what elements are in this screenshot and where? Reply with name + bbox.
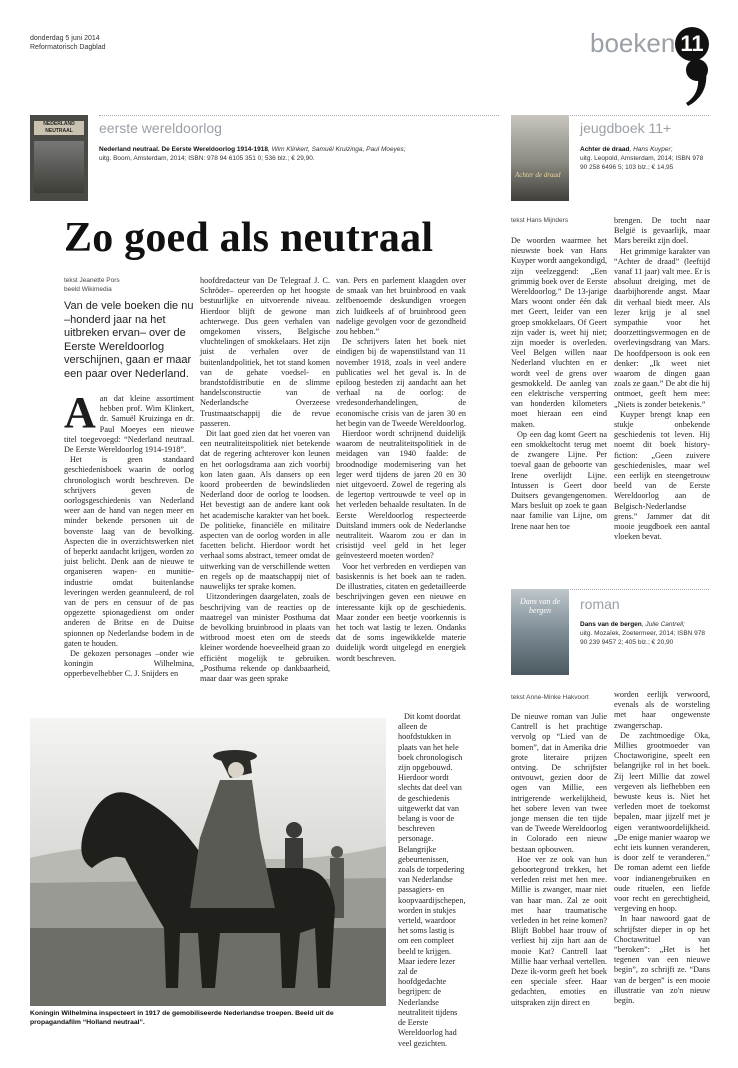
page-number-badge: 11 xyxy=(675,27,709,61)
article1-credits xyxy=(64,276,120,294)
header-paper: Reformatorisch Dagblad xyxy=(30,44,106,51)
paragraph: Kuyper brengt knap een stukje onbekende geschiedenis tot leven. Hij noemt dit boek history-fiction: „Geen zuivere geschiedenisles, maar wel een eerlijk en steengetrouw beeld van de Eerste Wereldoorlog aan de Belgisch-Nederlandse grens.” Jammer dat dit mooie jeugdboek een aantal vloeken bevat. xyxy=(614,409,710,542)
paragraph: Hierdoor wordt schrijnend duidelijk waarom de neutraliteitspolitiek in de meidagen van 1940 faalde: de broodnodige modernisering van het leger werd tijdens de jaren 20 en 30 niet uitgevoerd. Zowel de regering als de legertop vertrouwde te veel op in het verleden behaalde resultaten. In de Eerste Wereldoorlog respecteerde Duitsland immers ook de Nederlandse neutraliteit. Waarom zou er dan in crisistijd veel geld in het leger geïnvesteerd moeten worden? xyxy=(336,429,466,561)
paragraph: De nieuwe roman van Julie Cantrell is het prachtige vervolg op “Lied van de bomen”, dat in Amerika drie grote literaire prijzen ontving. De schrijfster ontvouwt, gezien door de ogen van Millie, een intrigerende werkelijkheid, het sobere leven van twee jonge mensen die ten tijde van de Tweede Wereldoorlog in Colorado een nieuw bestaan opbouwen. xyxy=(511,712,607,854)
section-title: boeken xyxy=(590,28,676,58)
book1-details: uitg. Boom, Amsterdam, 2014; ISBN: 978 94 6105 351 0; 536 blz.; € 29,90. xyxy=(99,155,315,162)
cover-photo xyxy=(34,141,84,193)
wilhelmina-photo xyxy=(30,718,386,1006)
paragraph: Uitzonderingen daargelaten, zoals de beschrijving van de reacties op de maatregel van minister Posthuma dat de bevolking bruinbrood in plaats van witbrood moest eten om de steeds kleiner wordende hoeveelheid graan zo efficiënt mogelijk te gebruiken. „Posthuma rekende op dankbaarheid, maar daar was geen sprake xyxy=(200,592,330,683)
article1-column-3 xyxy=(336,276,466,664)
book-cover-dans-van-de-bergen xyxy=(511,589,569,675)
credit-image: beeld Wikimedia xyxy=(64,286,112,293)
book2-authors: , Hans Kuyper; xyxy=(629,146,673,153)
book1-authors: , Wim Klinkert, Samuël Kruizinga, Paul Moeyes; xyxy=(267,146,406,153)
book3-details: uitg. Mozaïek, Zoetermeer, 2014; ISBN 978 90 239 9457 2; 405 blz.; € 20,90 xyxy=(580,630,706,646)
book2-info xyxy=(580,145,710,172)
paragraph: Hoe ver ze ook van hun geboortegrond trekken, het verleden reist met hen mee. Millie is zwanger, maar niet van haar man. Zal ze ooit met haar traumatische verleden in het reine komen? Blijft Bobbel haar trouw of verliest hij zijn hart aan de mooie Kat? Cantrell laat Millie haar verhaal vertellen. Deze ik-vorm geeft het boek een speciale sfeer. Haar gedachten, emoties en uitspraken zijn direct en xyxy=(511,854,607,1007)
page-header-dateline xyxy=(30,34,105,52)
article3-column-2 xyxy=(614,690,710,1006)
article1-column-1 xyxy=(64,388,194,680)
kicker-book2: jeugdboek 11+ xyxy=(580,120,672,136)
kicker-book3: roman xyxy=(580,596,620,612)
book1-title: Nederland neutraal. De Eerste Wereldoorlog 1914-1918 xyxy=(99,146,268,153)
comma-logo-icon xyxy=(684,58,710,108)
article3-column-1 xyxy=(511,712,607,1008)
article2-column-2 xyxy=(614,216,710,543)
paragraph: Dit laat goed zien dat het voeren van een neutraliteitspolitiek niet betekende dat de regering achterover kon leunen en het oorlogsdrama aan zich voorbij kon laten gaan. Als dansers op een koord probeerden de bewindslieden Nederland door de oorlog te loodsen. Het bevestigt aan de andere kant ook het academische karakter van het boek. De politieke, financiële en militaire aspecten van de oorlog worden in alle facetten belicht. Hierdoor wordt het verhaal soms abstract, temeer omdat de uitwerking van de verschillende wetten en regels op de maatschappij niet of nauwelijks ter sprake komen. xyxy=(200,429,330,592)
paragraph: De zachtmoedige Oka, Millies grootmoeder van Choctaworigine, speelt een belangrijke rol in het boek. Zij leert Millie dat zowel vergeven als liefhebben een bewuste keus is. Niet het verleden moet de toekomst bepalen, maar jijzelf met je eigen verantwoordelijkheid. „De enige manier waarop we echt iets kunnen veranderen, is door zelf te veranderen.” De roman ademt een liefde voor indianengebruiken en oude rituelen, een liefde voor recht en gerechtigheid, vergeving en hoop. xyxy=(614,730,710,914)
article2-credit: tekst Hans Mijnders xyxy=(511,217,569,224)
article1-column-2 xyxy=(200,276,330,684)
article1-headline: Zo goed als neutraal xyxy=(64,215,434,261)
book-cover-achter-de-draad xyxy=(511,115,569,201)
book2-details: uitg. Leopold, Amsterdam, 2014; ISBN 978 90 258 6496 5; 103 blz.; € 14,95 xyxy=(580,155,704,171)
book3-authors: , Julie Cantrell; xyxy=(641,621,685,628)
horse-rider-illustration xyxy=(30,718,386,1006)
credit-text: tekst Jeanette Pors xyxy=(64,277,120,284)
paragraph: De schrijvers laten het boek niet eindigen bij de wapenstilstand van 11 november 1918, zoals in veel andere publicaties wel het geval is. In de epiloog besteden zij aandacht aan het verhaal na de oorlog: de vredesonderhandelingen, de economische crisis van de jaren 30 en het begin van de Tweede Wereldoorlog. xyxy=(336,337,466,428)
paragraph: worden eerlijk verwoord, evenals als de worsteling met haar ongewenste zwangerschap. xyxy=(614,690,710,730)
cover-title: Achter de draad xyxy=(515,171,561,179)
book3-title: Dans van de bergen xyxy=(580,621,642,628)
article1-intro: Van de vele boeken die nu –honderd jaar na het uitbreken ervan– over de Eerste Wereldoorlog verschijnen, gaan er maar een paar over Nederland. xyxy=(64,300,194,380)
paragraph: van. Pers en parlement klaagden over de smaak van het bruinbrood en vaak zelfbenoemde deskundigen vroegen zich luidkeels af of bruinbrood geen nadelige gevolgen voor de gezondheid zou hebben.” xyxy=(336,276,466,337)
paragraph: Op een dag komt Geert na een smokkeltocht terug met de zwangere Lijne. Per toeval gaan de geboorte van Irene overlijdt Lijne. Intussen is Geert door Duitsers gevangengenomen. Mars besluit op zoek te gaan naar familie van Lijne, om Irene naar hen toe xyxy=(511,429,607,531)
kicker-book1: eerste wereldoorlog xyxy=(99,120,222,136)
paragraph: an dat kleine assortiment hebben prof. Wim Klinkert, dr. Samuël Kruizinga en dr. Paul Moeyes een nieuwe titel toegevoegd: “Nederland neutraal. De Eerste Wereldoorlog 1914-1918”. xyxy=(64,394,194,455)
article1-column-3b xyxy=(398,712,466,1049)
book1-info xyxy=(99,145,419,163)
paragraph: hoofdredacteur van De Telegraaf J. C. Schröder– opereerden op het hoogste bestuurlijke en uitvoerende niveau. Hierdoor blijft de gewone man achterwege. Dus geen verhalen van omgekomen vissers, Belgische vluchtelingen of smokkelaars. Het zijn juist de verhalen over de buitenlandpolitiek, het tot stand komen van de gehate voedsel- en brandstofdistributie en de slimme handelsconstructie van de Nederlandsche Overzeese Trustmaatschappij die de revue passeren. xyxy=(200,276,330,428)
paragraph: brengen. De tocht naar België is gevaarlijk, maar Mars bereikt zijn doel. xyxy=(614,216,710,246)
header-date: donderdag 5 juni 2014 xyxy=(30,35,100,42)
dropcap: A xyxy=(64,388,96,437)
cover-title: NEDERLAND NEUTRAAL xyxy=(34,121,84,135)
article2-column-1 xyxy=(511,236,607,532)
book-cover-nederland-neutraal xyxy=(30,115,88,201)
book2-title: Achter de draad xyxy=(580,146,630,153)
photo-caption: Koningin Wilhelmina inspecteert in 1917 de gemobiliseerde Nederlandse troepen. Beeld uit de propagandafilm “Holland neutraal”. xyxy=(30,1010,334,1026)
divider xyxy=(99,115,499,116)
paragraph: Voor het verbreden en verdiepen van basiskennis is het boek aan te raden. De illustraties, citaten en gedetailleerde beschrijvingen geven een nieuwe en interessante kijk op de geschiedenis. Maar zonder een beetje voorkennis is het toch wat lastig te lezen. Ondanks dat de soms ingewikkelde materie duidelijk wordt uitgelegd en energiek wordt beschreven. xyxy=(336,561,466,663)
article3-credit: tekst Anne-Minke Hakvoort xyxy=(511,694,589,701)
cover-title: Dans van de bergen xyxy=(520,597,560,615)
paragraph: In haar nawoord gaat de schrijfster dieper in op het Choctawrituel van “beroken”: „Het is het tegenen van een nieuwe begin”, zo schrijft ze. “Dans van de bergen” is een mooie illustratie van zo'n nieuw begin. xyxy=(614,914,710,1006)
book3-info xyxy=(580,620,710,647)
paragraph: De gekozen personages –onder wie koningin Wilhelmina, opperbevelhebber C. J. Snijders en xyxy=(64,649,194,679)
paragraph: De woorden waarmee het nieuwste boek van Hans Kuyper wordt aangekondigd, zijn veelzeggend: „Een grimmig boek over de Eerste Wereldoorlog.” De 13-jarige Mars woont onder één dak met Geert, leider van een groep smokkelaars. Of Geert zijn vader is, weet hij niet; zijn moeder is overleden. Veel Belgen willen naar Nederland vluchten en er wordt veel de grens over gesmokkeld. De aanleg van een elektrische versperring van honderden kilometers moet hieraan een eind maken. xyxy=(511,236,607,429)
paragraph: Het is geen standaard geschiedenisboek waarin de oorlog chronologisch wordt beschreven. De schrijvers geven de oorlogsgeschiedenis van Nederland weer aan de hand van negen meer en minder bekende personen uit de bovenste laag van de bevolking. Aspecten die in overzichtswerken niet of beperkt aandacht krijgen, worden zo juist belicht. Denk aan de nieuwe te organiseren wapen- en munitie-industrie omdat buitenlandse leveringen werden geannuleerd, de rol van de pers en censuur of de pas opgezette spionagedienst om onder anderen de Britse en de Duitse spionnen op Nederlandse bodem in de gaten te houden. xyxy=(64,455,194,648)
paragraph: Dit komt doordat alleen de hoofdstukken in plaats van het hele boek chronologisch zijn opgebouwd. Hierdoor wordt slechts dat deel van de geschiedenis uitgewerkt dat van belang is voor de beschreven personage. Belangrijke gebeurtenissen, zoals de torpedering van Nederlandse passagiers- en koopvaardijschepen, worden in stukjes verteld, waardoor het soms lastig is om een compleet beeld te krijgen. Maar iedere lezer zal de hoofdgedachte begrijpen: de Nederlandse neutraliteit tijdens de Eerste Wereldoorlog had veel gezichten. xyxy=(398,712,466,1048)
paragraph: Het grimmige karakter van “Achter de draad” (leeftijd vanaf 11 jaar) valt mee. Er is absoluut dreiging, met de daarbijhorende angst. Maar dit verhaal biedt meer. Als lezer krijg je al snel sympathie voor het doorzettingsvermogen en de overlevingsdrang van Mars. De hoofdpersoon is ook een denker: „Ik weet niet waarom de dingen gaan zoals ze gaan.” De abt die hij ontmoet, geeft hem mee: „Niets is zonder betekenis.” xyxy=(614,246,710,409)
